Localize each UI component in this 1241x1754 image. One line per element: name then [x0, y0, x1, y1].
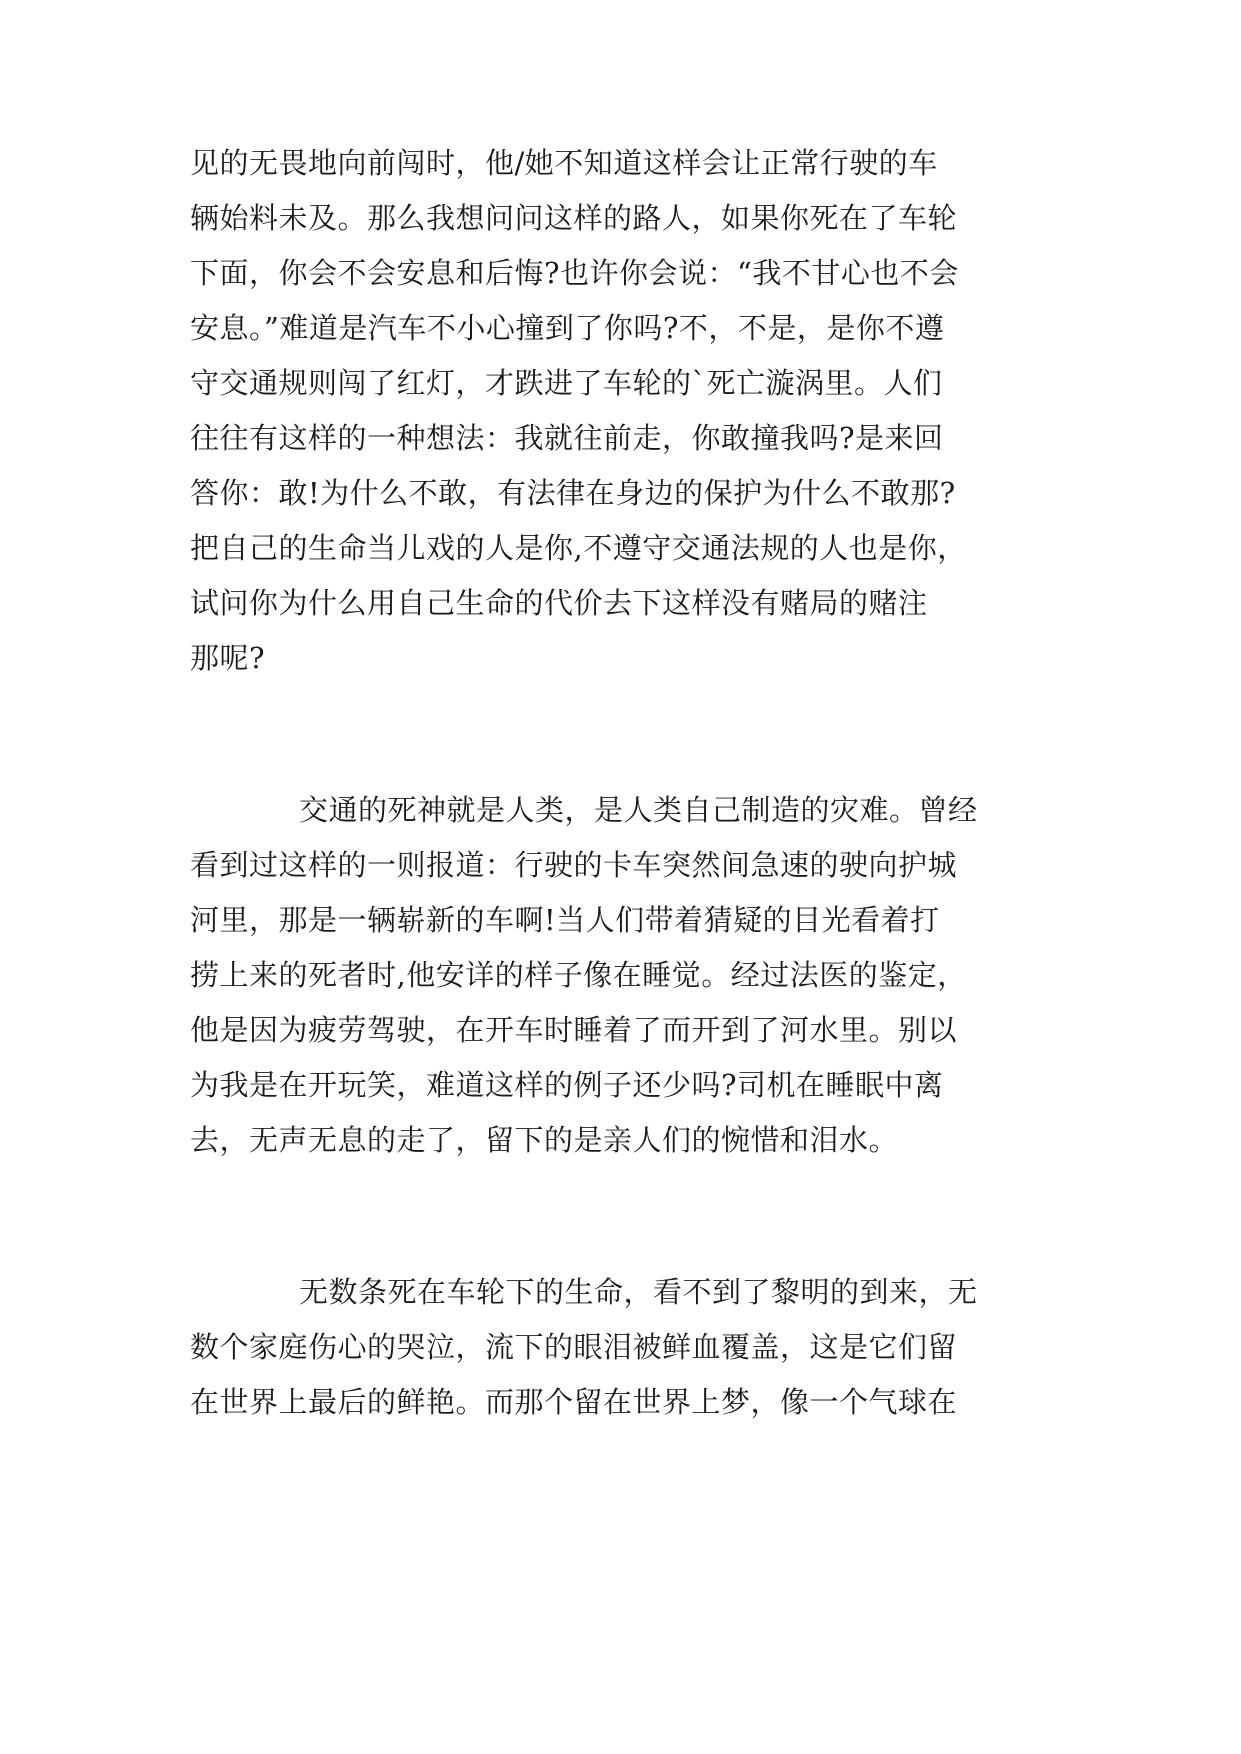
text-line: 往往有这样的一种想法：我就往前走，你敢撞我吗?是来回 [190, 421, 944, 455]
text-line: 在世界上最后的鲜艳。而那个留在世界上梦，像一个气球在 [190, 1385, 958, 1419]
text-line: 答你：敢!为什么不敢，有法律在身边的保护为什么不敢那? [190, 476, 956, 510]
text-line: 把自己的生命当儿戏的人是你,不遵守交通法规的人也是你， [190, 531, 967, 565]
text-line: 捞上来的死者时,他安详的样子像在睡觉。经过法医的鉴定， [190, 958, 967, 992]
text-line: 那呢? [190, 641, 266, 675]
text-line: 试问你为什么用自己生命的代价去下这样没有赌局的赌注 [190, 586, 928, 620]
text-line: 数个家庭伤心的哭泣，流下的眼泪被鲜血覆盖，这是它们留 [190, 1330, 958, 1364]
text-line: 下面，你会不会安息和后悔?也许你会说：“我不甘心也不会 [190, 256, 959, 290]
text-line: 河里，那是一辆崭新的车啊!当人们带着猜疑的目光看着打 [190, 903, 940, 937]
text-line: 去，无声无息的走了，留下的是亲人们的惋惜和泪水。 [190, 1123, 899, 1157]
text-line: 他是因为疲劳驾驶，在开车时睡着了而开到了河水里。别以 [190, 1013, 958, 1047]
text-line: 辆始料未及。那么我想问问这样的路人，如果你死在了车轮 [190, 201, 958, 235]
text-line: 安息。”难道是汽车不小心撞到了你吗?不，不是，是你不遵 [190, 311, 945, 345]
text-line: 守交通规则闯了红灯，才跌进了车轮的`死亡漩涡里。人们 [190, 366, 943, 400]
text-line: 交通的死神就是人类，是人类自己制造的灾难。曾经 [299, 793, 978, 827]
text-line: 见的无畏地向前闯时，他/她不知道这样会让正常行驶的车 [190, 146, 938, 180]
text-line: 无数条死在车轮下的生命，看不到了黎明的到来，无 [299, 1275, 978, 1309]
text-line: 为我是在开玩笑，难道这样的例子还少吗?司机在睡眠中离 [190, 1068, 944, 1102]
text-line: 看到过这样的一则报道：行驶的卡车突然间急速的驶向护城 [190, 848, 958, 882]
